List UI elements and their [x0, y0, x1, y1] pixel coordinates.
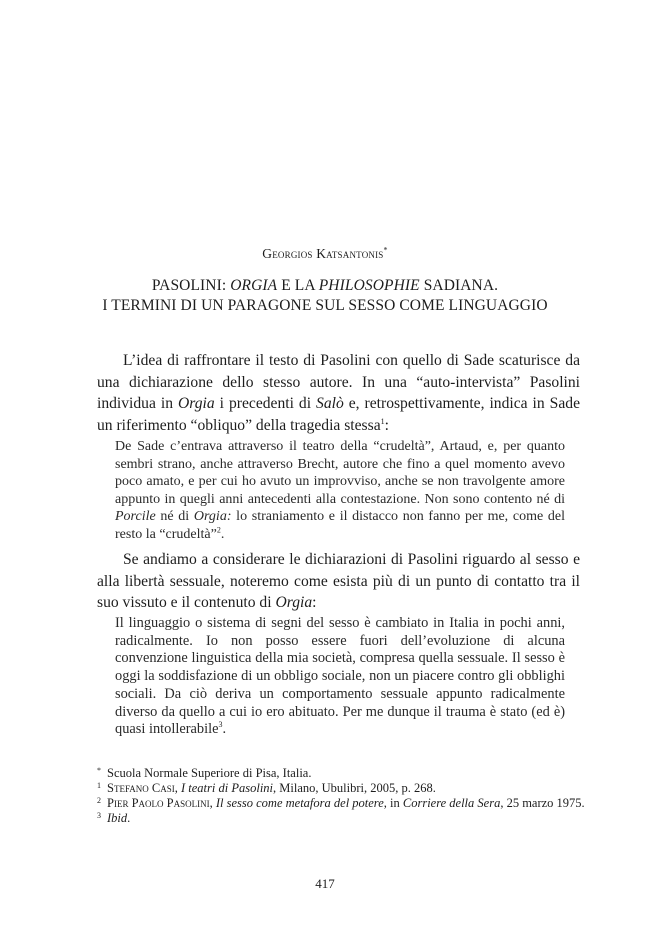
quote-text: .	[222, 721, 227, 738]
page-number: 417	[315, 876, 335, 891]
paragraph-text: :	[384, 416, 389, 434]
author-name: Georgios Katsantonis	[262, 246, 384, 261]
title-line-2: I TERMINI DI UN PARAGONE SUL SESSO COME LINGUAGGIO	[102, 297, 548, 314]
footnote-text: ,	[209, 796, 216, 810]
title-line-1	[60, 276, 590, 296]
body-paragraph-1	[97, 350, 580, 436]
paragraph-text: e, retrospettivamente, indica in Sade un riferimento “obliquo” della tragedia stessa	[97, 395, 580, 434]
paragraph-text: i precedenti di	[214, 395, 317, 412]
footnote-title: Il sesso come metafora del potere	[215, 796, 384, 810]
footnote-3	[97, 811, 587, 826]
footnote-author: Stefano Casi	[107, 781, 175, 795]
title-text: SADIANA.	[419, 277, 499, 294]
title-italic-philosophie: PHILOSOPHIE	[318, 277, 420, 294]
quote-text: lo straniamento e il distacco non fanno per me, come del resto la “crudeltà”	[115, 509, 565, 542]
footnote-title: I teatri di Pasolini	[181, 781, 274, 795]
footnote-author: Pier Paolo Pasolini	[107, 796, 210, 810]
article-title	[60, 276, 590, 316]
footnote-text: , Milano, Ubulibri, 2005, p. 268.	[273, 781, 436, 795]
footnote-journal: Corriere della Sera	[402, 796, 501, 810]
italic-text: Orgia:	[193, 509, 232, 524]
paragraph-text: Se andiamo a considerare le dichiarazioni di Pasolini riguardo al sesso e alla libertà sessuale, noteremo come esista più di un punto di contatto tra il suo vissuto e il contenuto di	[97, 551, 580, 611]
quote-text: De Sade c’entrava attraverso il teatro della “crudeltà”, Artaud, e, per quanto sembri strano, anche attraverso Brecht, autore che fino a quel momento avevo poco amato, e per cui ho avuto un improvviso, anche se non travolgente amore appunto in quegli anni antecedenti alla contestazione. Non sono contento né di	[115, 439, 565, 507]
footnote-1	[97, 781, 587, 796]
italic-text: Orgia	[178, 395, 215, 412]
footnote-affiliation	[97, 766, 587, 781]
block-quote-2	[115, 615, 565, 739]
footnote-ref-2: 2	[216, 524, 221, 534]
author-line	[0, 246, 650, 262]
footnote-title: Ibid	[107, 811, 128, 825]
footnote-2	[97, 796, 587, 811]
quote-text: né di	[155, 509, 194, 524]
footnote-mark: *	[97, 766, 101, 775]
footnote-ref-1: 1	[380, 416, 385, 426]
footnote-text: , 25 marzo 1975.	[500, 796, 585, 810]
italic-text: Salò	[316, 395, 344, 412]
footnote-mark: 2	[97, 796, 101, 805]
footnote-text: .	[127, 811, 131, 825]
footnote-mark: 3	[97, 811, 101, 820]
footnote-mark: 1	[97, 781, 101, 790]
footnote-text: ,	[174, 781, 181, 795]
footnote-ref-3: 3	[218, 720, 223, 730]
footnote-text: , in	[383, 796, 403, 810]
title-text: PASOLINI:	[151, 277, 231, 294]
paragraph-text: :	[312, 594, 317, 611]
body-paragraph-2	[97, 549, 580, 614]
block-quote-1	[115, 438, 565, 543]
quote-text: .	[220, 526, 225, 542]
italic-text: Orgia	[275, 594, 313, 611]
title-text: E LA	[277, 277, 319, 294]
footnotes	[97, 766, 587, 826]
title-italic-orgia: ORGIA	[230, 277, 278, 294]
author-footnote-mark: *	[383, 245, 388, 255]
italic-text: Porcile	[115, 509, 156, 524]
quote-text: Il linguaggio o sistema di segni del sesso è cambiato in Italia in pochi anni, radicalmente. Io non posso essere fuori dell’evoluzione di alcuna convenzione linguistica della mia società, compresa quella sessuale. Il sesso è oggi la soddisfazione di un obbligo sociale, non un piacere contro gli obblighi sociali. Da ciò deriva un comportamento sessuale appunto radicalmente diverso da quello a cui io ero abituato. Per me dunque il trauma è stato (ed è) quasi intollerabile	[115, 615, 565, 738]
paragraph-text: L’idea di raffrontare il testo di Pasolini con quello di Sade scaturisce da una dichiarazione dello stesso autore. In una “auto-intervista” Pasolini individua in	[97, 352, 580, 412]
footnote-text: Scuola Normale Superiore di Pisa, Italia.	[107, 766, 312, 780]
